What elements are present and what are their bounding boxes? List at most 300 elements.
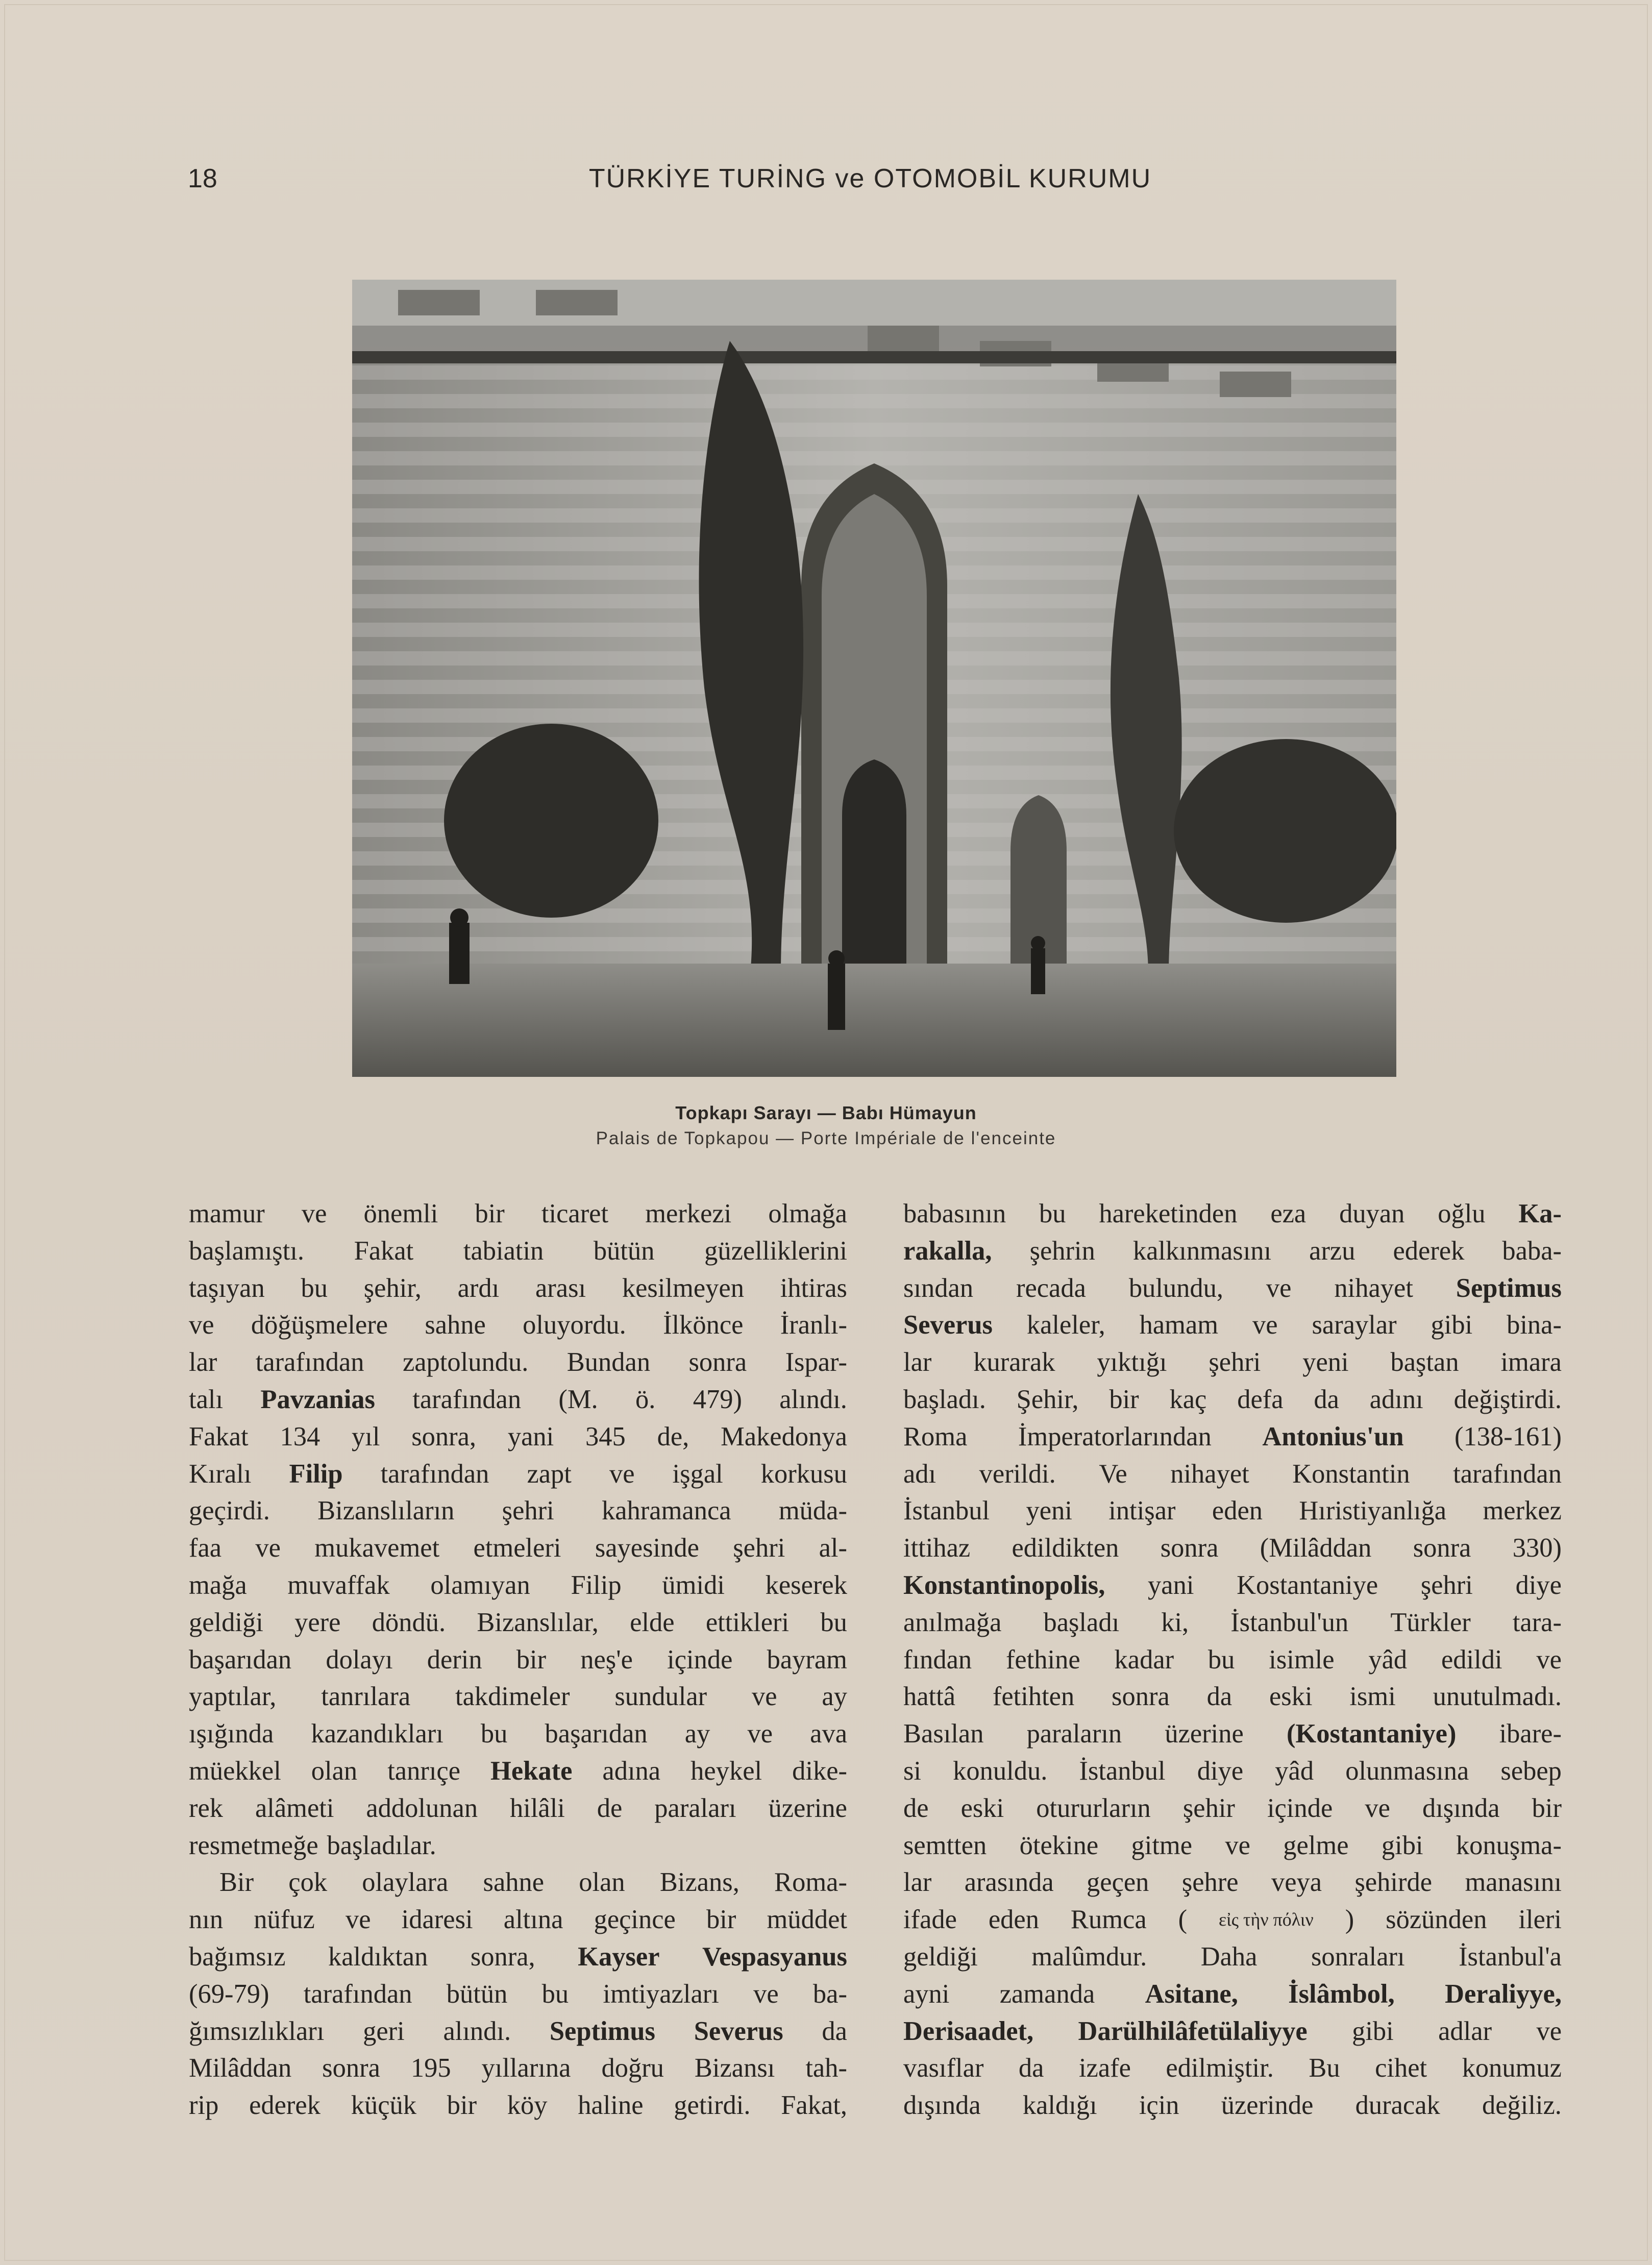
text-line — [189, 1307, 847, 1344]
text-line — [903, 1678, 1562, 1715]
word: ötekine — [1019, 1830, 1099, 1860]
word: yâd — [1368, 1644, 1408, 1675]
word: geçince — [594, 1905, 676, 1935]
word: tara- — [1512, 1607, 1562, 1637]
word: Asitane, — [1145, 1979, 1238, 2009]
word: bir — [516, 1644, 547, 1675]
word: doğru — [601, 2053, 664, 2083]
word: sahne — [483, 1867, 545, 1898]
text-line — [903, 1901, 1562, 1938]
word: ve — [747, 1719, 773, 1749]
word: nihayet — [1170, 1459, 1249, 1489]
word: oğlu — [1438, 1199, 1486, 1228]
running-header — [0, 162, 1652, 195]
word: paraları — [654, 1793, 736, 1823]
word: adı — [903, 1459, 936, 1489]
text-line — [903, 1381, 1562, 1418]
word: kaldığı — [1022, 2090, 1097, 2121]
word: ederek — [249, 2090, 320, 2121]
word: verildi. — [979, 1459, 1056, 1489]
word: Bizans, — [659, 1867, 739, 1898]
word: İstanbul'a — [1459, 1941, 1562, 1972]
word: şehre — [1181, 1867, 1239, 1898]
text-line — [903, 2013, 1562, 2050]
word: Roma- — [774, 1867, 847, 1898]
word: zamanda — [999, 1979, 1095, 2009]
text-line — [903, 2050, 1562, 2087]
word: zaptolundu. — [402, 1347, 529, 1377]
word: Kıralı — [189, 1459, 252, 1489]
word: döğüşmelere — [251, 1310, 388, 1340]
text-line — [189, 1418, 847, 1456]
word: idaresi — [401, 1905, 473, 1935]
word: Şehir, — [1016, 1384, 1079, 1414]
word: edilmiştir. — [1166, 2053, 1274, 2083]
word: Deraliyye, — [1445, 1979, 1562, 2009]
word: başarıdan — [189, 1644, 292, 1675]
word: konumuz — [1462, 2053, 1562, 2083]
word: bir — [447, 2090, 477, 2121]
word: ö. — [635, 1384, 656, 1414]
word: ismi — [1349, 1682, 1396, 1712]
word: Hekate — [490, 1756, 573, 1786]
text-line — [189, 1530, 847, 1567]
word: veya — [1271, 1867, 1322, 1898]
word: bir — [706, 1905, 736, 1935]
word: yani — [507, 1421, 554, 1451]
word: üzerine — [768, 1793, 847, 1823]
word: 479) — [693, 1384, 742, 1414]
text-line — [189, 1938, 847, 1976]
word: (M. — [558, 1384, 598, 1414]
word: de — [903, 1793, 929, 1823]
word: ayni — [903, 1979, 950, 2009]
text-line — [903, 1753, 1562, 1790]
word: döndü. — [372, 1607, 446, 1637]
word: addolunan — [366, 1793, 478, 1823]
text-line — [903, 1195, 1562, 1233]
word: fetihten — [992, 1682, 1075, 1712]
word: ay — [822, 1682, 847, 1712]
text-line — [903, 1864, 1562, 1901]
word: sonra — [322, 2053, 380, 2083]
word: müda- — [778, 1496, 847, 1526]
word: eski — [1269, 1682, 1313, 1712]
word: şehir, — [363, 1273, 422, 1303]
word: içinde — [1267, 1793, 1333, 1823]
word: bütün — [593, 1236, 655, 1266]
word: da — [1314, 1384, 1339, 1414]
text-column-right — [903, 1195, 1562, 2124]
word: sundular — [614, 1682, 707, 1712]
word: değiliz. — [1482, 2090, 1562, 2121]
word: Daha — [1200, 1941, 1258, 1972]
word: kaldıktan — [328, 1941, 428, 1972]
caption-french: Palais de Topkapou — Porte Impériale de l'enceinte — [596, 1128, 1056, 1148]
word: ihtiras — [780, 1273, 847, 1303]
word: bu — [1039, 1199, 1066, 1228]
word: şehrin — [1029, 1236, 1095, 1266]
word: (138-161) — [1454, 1421, 1562, 1451]
word: bağımsız — [189, 1941, 286, 1972]
word: anılmağa — [903, 1607, 1002, 1637]
word: ve — [301, 1199, 327, 1228]
word: saraylar — [1312, 1310, 1397, 1340]
word: geçirdi. — [189, 1496, 270, 1526]
word: konuşma- — [1456, 1830, 1562, 1860]
text-line — [903, 1938, 1562, 1976]
word: arasında — [964, 1867, 1054, 1898]
word: yani — [1148, 1570, 1194, 1600]
word: imtiyazları — [603, 1979, 719, 2009]
word: yere — [294, 1607, 341, 1637]
word: muvaffak — [287, 1570, 390, 1600]
word: olmağa — [768, 1199, 847, 1228]
word: Bir — [219, 1867, 254, 1898]
word: hareketinden — [1099, 1199, 1238, 1228]
word: İmperatorlarından — [1018, 1421, 1212, 1451]
text-line — [903, 2087, 1562, 2124]
word: ve — [1536, 1644, 1562, 1675]
word: ) — [1345, 1905, 1354, 1935]
word: diye — [1197, 1756, 1244, 1786]
word: sebep — [1500, 1756, 1562, 1786]
word: takdimeler — [455, 1682, 570, 1712]
word: 345 — [585, 1421, 626, 1451]
word: ve — [753, 1979, 779, 2009]
word: Severus — [903, 1310, 993, 1340]
word: neş'e — [580, 1644, 633, 1675]
word: yıl — [351, 1421, 380, 1451]
word: sahne — [425, 1310, 486, 1340]
word: yeni — [1302, 1347, 1349, 1377]
word: Pavzanias — [260, 1384, 375, 1414]
word: Roma — [903, 1421, 968, 1451]
text-line — [189, 1715, 847, 1753]
word: hamam — [1139, 1310, 1219, 1340]
word: ba- — [812, 1979, 847, 2009]
text-line — [189, 1901, 847, 1938]
word: ve — [189, 1310, 214, 1340]
word: kalkınmasını — [1132, 1236, 1272, 1266]
word: İslâmbol, — [1288, 1979, 1395, 2009]
text-line — [189, 1753, 847, 1790]
word: şehri — [1209, 1347, 1261, 1377]
word: adını — [1369, 1384, 1423, 1414]
word: dışında — [903, 2090, 981, 2121]
word: mukavemet — [314, 1533, 440, 1563]
word: tah- — [805, 2053, 847, 2083]
word: yâd — [1275, 1756, 1314, 1786]
word: gelme — [1283, 1830, 1349, 1860]
word: Bizanslıların — [317, 1496, 455, 1526]
word: bütün — [446, 1979, 508, 2009]
word: ve — [1225, 1830, 1250, 1860]
word: İranlı- — [780, 1310, 847, 1340]
word: εἰς τὴν πόλιν — [1219, 1909, 1314, 1930]
text-line — [903, 1976, 1562, 2013]
photograph-topkapi-gate — [352, 280, 1396, 1077]
word: gibi — [1381, 1830, 1423, 1860]
word: imara — [1500, 1347, 1562, 1377]
word: ay — [684, 1719, 710, 1749]
word: başladı — [1043, 1607, 1120, 1637]
word: İlkönce — [663, 1310, 744, 1340]
word: şehir — [1182, 1793, 1235, 1823]
word: Konstantin — [1292, 1459, 1410, 1489]
word: sonra — [1112, 1682, 1170, 1712]
word: köy — [507, 2090, 548, 2121]
word: gibi — [1431, 1310, 1473, 1340]
word: olunmasına — [1345, 1756, 1469, 1786]
word: derin — [427, 1644, 482, 1675]
word: Konstantinopolis, — [903, 1570, 1105, 1600]
word: Antonius'un — [1262, 1421, 1404, 1451]
word: mağa — [189, 1570, 247, 1600]
word: Rumca — [1070, 1905, 1147, 1935]
word: ardı — [457, 1273, 500, 1303]
word: lar — [903, 1867, 932, 1898]
word: üzerinde — [1221, 2090, 1314, 2121]
word: ibare- — [1499, 1719, 1562, 1749]
word: tarafından — [303, 1979, 412, 2009]
word: hattâ — [903, 1682, 956, 1712]
text-line — [903, 1307, 1562, 1344]
text-line — [189, 1864, 847, 1901]
word: şehri — [733, 1533, 785, 1563]
word: altına — [503, 1905, 563, 1935]
word: alındı. — [443, 2016, 511, 2046]
word: (Milâddan — [1260, 1533, 1372, 1563]
photograph-illustration — [352, 280, 1396, 1077]
word: üzerine — [1165, 1719, 1244, 1749]
word: duyan — [1339, 1199, 1405, 1228]
word: unutulmadı. — [1433, 1682, 1562, 1712]
word: geldiği — [903, 1941, 978, 1972]
word: ticaret — [541, 1199, 609, 1228]
word: cihet — [1375, 2053, 1427, 2083]
word: da — [1206, 1682, 1232, 1712]
word: eski — [960, 1793, 1004, 1823]
text-line — [189, 1827, 847, 1864]
text-line — [189, 1790, 847, 1827]
word: Bu — [1309, 2053, 1340, 2083]
word: arası — [535, 1273, 586, 1303]
word: Milâddan — [189, 2053, 292, 2083]
word: yaptılar, — [189, 1682, 277, 1712]
journal-title: TÜRKİYE TURİNG ve OTOMOBİL KURUMU — [588, 164, 1152, 193]
word: 330) — [1512, 1533, 1562, 1563]
word: önemli — [363, 1199, 438, 1228]
text-line — [189, 1456, 847, 1493]
word: defa — [1237, 1384, 1284, 1414]
word: Bizansı — [694, 2053, 775, 2083]
word: manasını — [1465, 1867, 1562, 1898]
word: geri — [363, 2016, 405, 2046]
word: si — [903, 1756, 922, 1786]
word: adlar — [1438, 2016, 1492, 2046]
word: Darülhilâfetülaliyye — [1078, 2016, 1308, 2046]
word: rakalla, — [903, 1236, 992, 1266]
word: şehri — [502, 1496, 554, 1526]
word: ve — [255, 1533, 281, 1563]
word: adına — [602, 1756, 661, 1786]
text-line — [189, 1567, 847, 1604]
text-line — [903, 1567, 1562, 1604]
word: ve — [1365, 1793, 1390, 1823]
text-line — [189, 1641, 847, 1679]
word: ifade — [903, 1905, 957, 1935]
word: Septimus — [1456, 1273, 1562, 1303]
word: Basılan — [903, 1719, 984, 1749]
word: müekkel — [189, 1756, 281, 1786]
word: korkusu — [760, 1459, 847, 1489]
word: ışığında — [189, 1719, 274, 1749]
word: nın — [189, 1905, 224, 1935]
text-line — [189, 1604, 847, 1641]
word: intişar — [1108, 1496, 1176, 1526]
word: Filip — [289, 1459, 343, 1489]
text-line — [189, 1976, 847, 2013]
page-number: 18 — [188, 164, 217, 193]
word: yeni — [1026, 1496, 1072, 1526]
word: merkezi — [645, 1199, 732, 1228]
word: haline — [578, 2090, 644, 2121]
word: bir — [475, 1199, 505, 1228]
word: ve — [1266, 1273, 1292, 1303]
word: 134 — [280, 1421, 320, 1451]
word: baba- — [1502, 1236, 1562, 1266]
word: keserek — [765, 1570, 847, 1600]
word: bir — [1532, 1793, 1562, 1823]
word: da — [1018, 2053, 1044, 2083]
word: başladılar. — [327, 1830, 436, 1860]
word: ( — [1178, 1905, 1188, 1935]
word: Türkler — [1390, 1607, 1471, 1637]
word: sından — [903, 1273, 974, 1303]
word: İstanbul'un — [1230, 1607, 1349, 1637]
text-line — [189, 1344, 847, 1381]
word: bu — [1207, 1644, 1235, 1675]
word: eza — [1270, 1199, 1306, 1228]
word: Ve — [1099, 1459, 1127, 1489]
text-line — [903, 1492, 1562, 1530]
word: bina- — [1507, 1310, 1562, 1340]
word: Kostantaniye — [1237, 1570, 1378, 1600]
word: başarıdan — [545, 1719, 648, 1749]
word: bulundu, — [1128, 1273, 1224, 1303]
word: sayesinde — [595, 1533, 699, 1563]
word: Bizanslılar, — [477, 1607, 599, 1637]
word: sonra — [688, 1347, 747, 1377]
word: malûmdur. — [1031, 1941, 1147, 1972]
text-line — [189, 2013, 847, 2050]
word: ileri — [1518, 1905, 1562, 1935]
text-line — [903, 1827, 1562, 1864]
word: talı — [189, 1384, 224, 1414]
word: mamur — [189, 1199, 265, 1228]
word: ve — [609, 1459, 635, 1489]
word: bir — [1109, 1384, 1139, 1414]
word: kaleler, — [1026, 1310, 1105, 1340]
word: yıktığı — [1097, 1347, 1167, 1377]
text-line — [903, 1715, 1562, 1753]
word: olan — [579, 1867, 625, 1898]
word: kurarak — [973, 1347, 1055, 1377]
word: diye — [1515, 1570, 1562, 1600]
word: rek — [189, 1793, 224, 1823]
word: de, — [657, 1421, 689, 1451]
word: ve — [752, 1682, 777, 1712]
text-line — [189, 1233, 847, 1270]
word: tarafından — [1453, 1459, 1562, 1489]
text-column-left — [189, 1195, 847, 2124]
figure-caption — [0, 1100, 1652, 1151]
word: dike- — [792, 1756, 847, 1786]
word: ğımsızlıkları — [189, 2016, 325, 2046]
word: şehri — [1420, 1570, 1473, 1600]
word: ederek — [1393, 1236, 1465, 1266]
word: Vespasyanus — [702, 1941, 847, 1972]
word: semtten — [903, 1830, 987, 1860]
word: Derisaadet, — [903, 2016, 1034, 2046]
text-line — [903, 1530, 1562, 1567]
word: resmetmeğe — [189, 1830, 318, 1860]
word: (69-79) — [189, 1979, 269, 2009]
text-line — [189, 1678, 847, 1715]
caption-turkish: Topkapı Sarayı — Babı Hümayun — [675, 1102, 977, 1123]
word: dışında — [1422, 1793, 1500, 1823]
text-line — [903, 1233, 1562, 1270]
word: Hıristiyanlığa — [1299, 1496, 1447, 1526]
word: kesilmeyen — [622, 1273, 744, 1303]
word: Makedonya — [721, 1421, 847, 1451]
word: 195 — [410, 2053, 451, 2083]
word: merkez — [1483, 1496, 1562, 1526]
word: işgal — [672, 1459, 723, 1489]
word: ve — [1536, 2016, 1562, 2046]
word: Ka- — [1518, 1199, 1562, 1228]
word: eden — [1212, 1496, 1263, 1526]
word: babasının — [903, 1199, 1006, 1228]
word: faa — [189, 1533, 222, 1563]
word: içinde — [667, 1644, 733, 1675]
word: edildikten — [1012, 1533, 1119, 1563]
word: dolayı — [326, 1644, 393, 1675]
word: Fakat — [189, 1421, 249, 1451]
word: İstanbul — [903, 1496, 990, 1526]
word: Ispar- — [785, 1347, 847, 1377]
word: sonra, — [470, 1941, 535, 1972]
word: zapt — [527, 1459, 572, 1489]
word: da — [822, 2016, 847, 2046]
word: fından — [903, 1644, 972, 1675]
word: ve — [1252, 1310, 1278, 1340]
word: vasıflar — [903, 2053, 984, 2083]
word: tanrılara — [321, 1682, 411, 1712]
word: Kayser — [578, 1941, 660, 1972]
word: Septimus — [549, 2016, 655, 2046]
word: Filip — [571, 1570, 622, 1600]
word: değiştirdi. — [1453, 1384, 1562, 1414]
word: bayram — [767, 1644, 847, 1675]
word: güzelliklerini — [704, 1236, 847, 1266]
word: sonraları — [1311, 1941, 1405, 1972]
word: duracak — [1355, 2090, 1440, 2121]
word: otururların — [1036, 1793, 1151, 1823]
word: müddet — [767, 1905, 847, 1935]
word: bu — [541, 1979, 569, 2009]
